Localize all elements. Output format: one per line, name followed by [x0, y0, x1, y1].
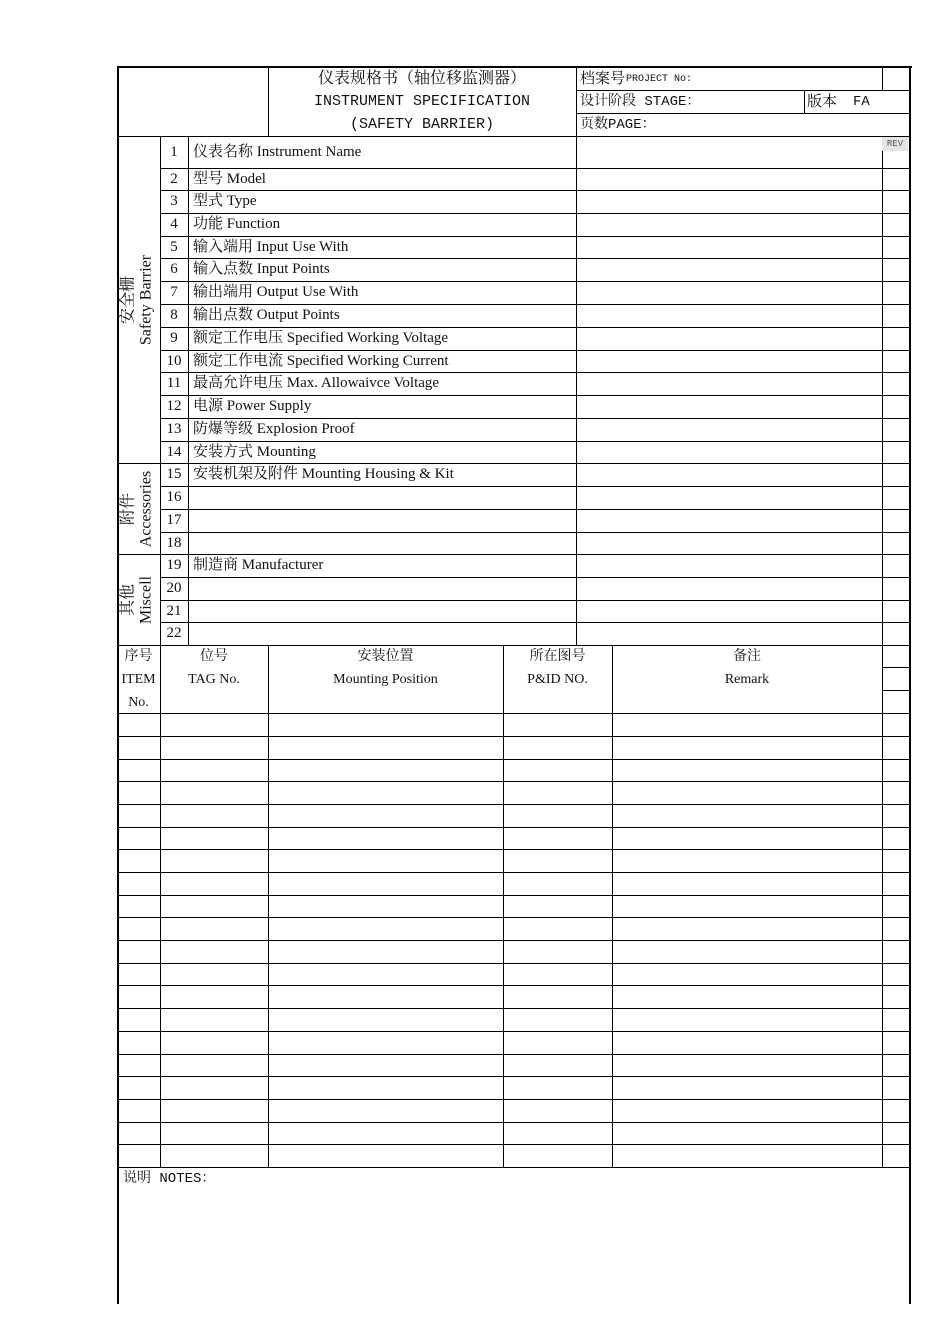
section-label-cn: 安全栅 — [119, 275, 136, 324]
project-no-label-en: PROJECT No: — [626, 74, 693, 85]
list-row-line — [117, 759, 910, 760]
spec-label: 最高允许电压 Max. Allowaivce Voltage — [193, 375, 440, 391]
list-row-line — [117, 895, 910, 896]
list-row-line — [117, 827, 910, 828]
spec-row-line — [160, 509, 910, 510]
item-header-cn: 序号 — [124, 649, 153, 664]
row-number: 12 — [166, 398, 182, 414]
spec-row-line — [160, 304, 910, 305]
list-top-line — [117, 645, 910, 646]
section-label — [119, 136, 159, 463]
header-row-line — [576, 90, 910, 91]
list-row-line — [882, 690, 910, 691]
list-row-line — [117, 1031, 910, 1032]
row-number: 10 — [166, 352, 182, 369]
row-number: 3 — [170, 193, 178, 209]
version-label: 版本 — [807, 94, 838, 110]
doc-title-en: INSTRUMENT SPECIFICATION — [313, 93, 531, 110]
spec-row-line — [160, 463, 910, 464]
spec-row-line — [160, 168, 910, 169]
row-number: 21 — [166, 602, 182, 619]
section-label-cn: 其他 — [119, 583, 136, 616]
spec-row-line — [160, 327, 910, 328]
row-number: 19 — [166, 557, 182, 573]
list-row-line — [117, 917, 910, 918]
position-header-cn: 安装位置 — [357, 649, 414, 664]
list-row-line — [117, 1076, 910, 1077]
list-row-line — [117, 963, 910, 964]
project-no-label: 档案号 — [580, 71, 626, 87]
list-row-line — [117, 736, 910, 737]
list-row-line — [117, 1144, 910, 1145]
row-number: 5 — [170, 238, 178, 255]
list-row-line — [117, 1099, 910, 1100]
list-col-line — [612, 645, 613, 1167]
tag-header-en: TAG No. — [188, 672, 240, 687]
section-label-cn: 附件 — [119, 492, 136, 525]
version-value: FA — [853, 94, 870, 110]
pid-header-en: P&ID NO. — [527, 672, 588, 687]
row-number: 17 — [166, 512, 182, 528]
row-number: 22 — [166, 625, 182, 641]
position-header-en: Mounting Position — [333, 672, 438, 687]
row-number: 2 — [170, 170, 178, 187]
header-bottom — [117, 136, 910, 137]
list-row-line — [117, 1008, 910, 1009]
tag-header-cn: 位号 — [200, 649, 228, 664]
spec-label: 型式 Type — [193, 193, 257, 209]
spec-label: 制造商 Manufacturer — [193, 557, 324, 573]
list-row-line — [117, 1054, 910, 1055]
spec-row-line — [160, 281, 910, 282]
spec-row-line — [160, 622, 910, 623]
spec-label: 功能 Function — [193, 216, 281, 232]
notes-label: 说明 NOTES： — [123, 1171, 216, 1187]
list-row-line — [117, 849, 910, 850]
spec-label: 输入端用 Input Use With — [193, 238, 349, 255]
header-divider-version — [804, 90, 805, 113]
row-number: 18 — [166, 534, 182, 551]
spec-label: 输入点数 Input Points — [193, 261, 330, 277]
row-number: 4 — [170, 216, 178, 232]
header-divider-rev — [882, 66, 883, 90]
list-col-line — [160, 645, 161, 1167]
pid-header-cn: 所在图号 — [529, 649, 586, 664]
spec-row-line — [160, 258, 910, 259]
spec-label: 型号 Model — [193, 170, 266, 187]
spec-row-line — [160, 554, 910, 555]
list-row-line — [117, 940, 910, 941]
stage-label: 设计阶段 STAGE： — [580, 94, 701, 110]
row-number: 14 — [166, 443, 182, 460]
spec-label: 输出点数 Output Points — [193, 307, 340, 323]
item-header-en2: No. — [128, 695, 149, 710]
spec-row-line — [160, 418, 910, 419]
row-number: 1 — [170, 143, 178, 160]
spec-label: 安装方式 Mounting — [193, 443, 316, 460]
spec-label: 输出端用 Output Use With — [193, 284, 359, 300]
spec-label: 防爆等级 Explosion Proof — [193, 421, 355, 437]
row-number: 15 — [166, 466, 182, 482]
doc-title-cn: 仪表规格书（轴位移监测器） — [317, 70, 526, 87]
spec-row-line — [160, 190, 910, 191]
item-header-en: ITEM — [121, 672, 156, 687]
spec-row-line — [160, 372, 910, 373]
remark-header-cn: 备注 — [733, 649, 761, 664]
row-number: 8 — [170, 307, 178, 323]
spec-row-line — [160, 395, 910, 396]
section-label — [119, 554, 159, 645]
spec-label: 额定工作电压 Specified Working Voltage — [193, 330, 449, 346]
header-row-line — [576, 113, 910, 114]
list-row-line — [117, 872, 910, 873]
spec-row-line — [160, 532, 910, 533]
spec-row-line — [160, 486, 910, 487]
spec-label: 仪表名称 Instrument Name — [193, 143, 362, 160]
spec-row-line — [160, 236, 910, 237]
list-row-line — [882, 667, 910, 668]
frame-top — [117, 66, 912, 68]
spec-row-line — [160, 441, 910, 442]
header-divider-right — [576, 66, 577, 136]
list-col-line — [503, 645, 504, 1167]
frame-right — [909, 66, 911, 1304]
notes-top-line — [117, 1167, 910, 1168]
row-number: 20 — [166, 580, 182, 596]
doc-subtitle-en: (SAFETY BARRIER) — [349, 116, 495, 133]
row-number: 7 — [170, 284, 178, 300]
list-row-line — [117, 985, 910, 986]
list-row-line — [117, 804, 910, 805]
row-number: 16 — [166, 489, 182, 505]
list-row-line — [117, 1122, 910, 1123]
spec-row-line — [160, 213, 910, 214]
section-label-en: Miscell — [136, 575, 154, 624]
rev-badge: REV — [882, 137, 908, 151]
remark-header-en: Remark — [724, 672, 770, 687]
spec-label: 额定工作电流 Specified Working Current — [193, 352, 449, 369]
section-label — [119, 463, 159, 554]
spec-label: 安装机架及附件 Mounting Housing & Kit — [193, 466, 454, 482]
col-line-rev — [882, 136, 883, 1167]
row-number: 11 — [166, 375, 182, 391]
spec-label: 电源 Power Supply — [193, 398, 312, 414]
page-label: 页数PAGE： — [580, 117, 656, 133]
spec-row-line — [160, 600, 910, 601]
section-label-en: Safety Barrier — [136, 254, 154, 345]
list-row-line — [117, 713, 910, 714]
list-row-line — [117, 781, 910, 782]
row-number: 9 — [170, 330, 178, 346]
section-label-en: Accessories — [136, 470, 154, 547]
row-number: 13 — [166, 421, 182, 437]
spec-row-line — [160, 577, 910, 578]
spec-row-line — [160, 350, 910, 351]
row-number: 6 — [170, 261, 178, 277]
list-col-line — [268, 645, 269, 1167]
